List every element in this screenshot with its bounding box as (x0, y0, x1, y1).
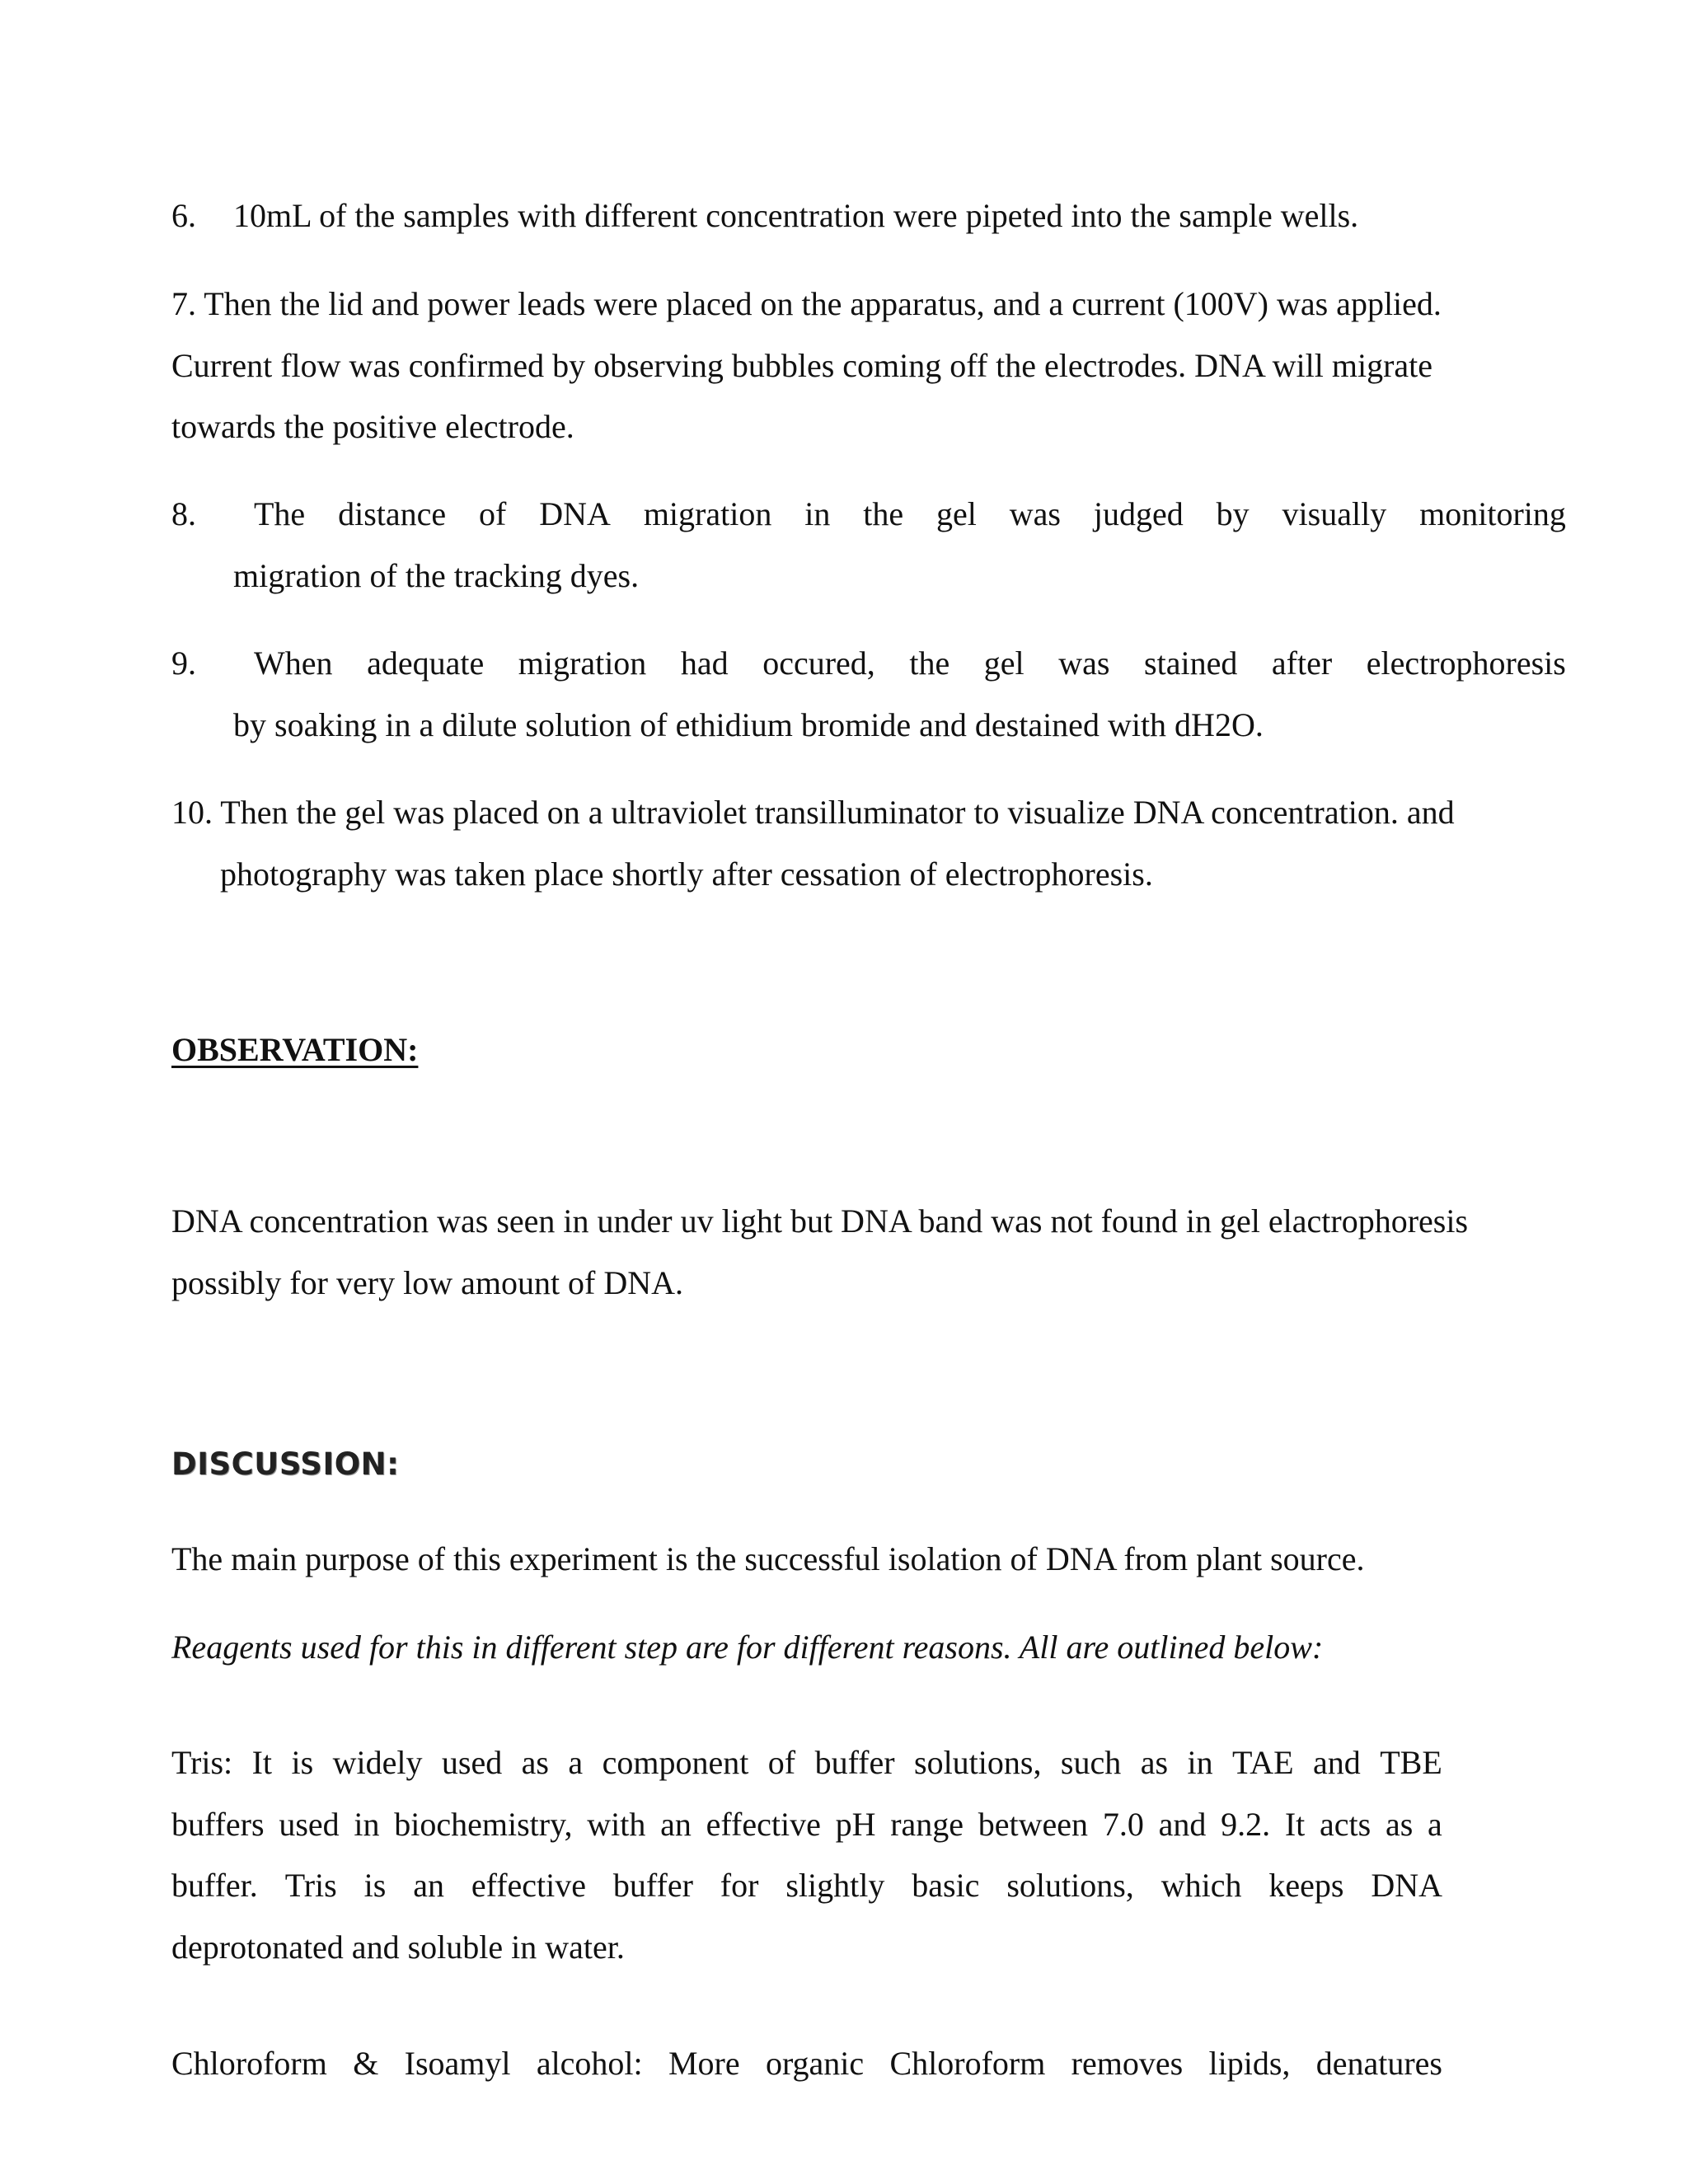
word: DNA (1371, 1867, 1442, 1904)
step-8-line-2: migration of the tracking dyes. (233, 557, 640, 594)
word: It (251, 1744, 273, 1781)
word: Chloroform (171, 2045, 327, 2082)
word: alcohol: (536, 2045, 643, 2082)
word: TBE (1380, 1744, 1442, 1781)
word: When (254, 644, 333, 682)
word: buffer (612, 1867, 693, 1904)
step-7-line-3: towards the positive electrode. (171, 408, 574, 445)
word: between (978, 1806, 1089, 1843)
word: gel (936, 495, 977, 532)
word: solutions, (1006, 1867, 1134, 1904)
discussion-italic-line: Reagents used for this in different step are for different reasons. All are outlined below: (171, 1629, 1324, 1666)
word: component (602, 1744, 749, 1781)
word: range (890, 1806, 964, 1843)
word: for (720, 1867, 759, 1904)
word: by (1216, 495, 1250, 532)
word: a (1428, 1806, 1442, 1843)
observation-heading: OBSERVATION: (171, 1031, 419, 1068)
step-6 (171, 196, 1359, 236)
word: stained (1144, 644, 1238, 682)
word: TAE (1232, 1744, 1294, 1781)
tris-line-2 (171, 1805, 1442, 1844)
word: removes (1071, 2045, 1184, 2082)
step-9-line-2: by soaking in a dilute solution of ethidium bromide and destained with dH2O. (233, 706, 1264, 743)
tris-line-4: deprotonated and soluble in water. (171, 1929, 625, 1966)
word: basic (912, 1867, 980, 1904)
word: visually (1282, 495, 1387, 532)
step-text: 10mL of the samples with different concentration were pipeted into the sample wells. (233, 197, 1359, 234)
word: acts (1320, 1806, 1372, 1843)
word: effective (471, 1867, 587, 1904)
observation-line-2: possibly for very low amount of DNA. (171, 1264, 684, 1301)
word: with (587, 1806, 646, 1843)
word: a (568, 1744, 584, 1781)
word: had (680, 644, 729, 682)
discussion-heading: DISCUSSION: (171, 1446, 400, 1482)
word: effective (706, 1806, 821, 1843)
word: migration (643, 495, 772, 532)
word: buffers (171, 1806, 265, 1843)
word: Isoamyl (404, 2045, 511, 2082)
step-9-line-1 (254, 644, 1566, 683)
step-8-line-1 (254, 494, 1566, 534)
word: buffer (814, 1744, 895, 1781)
word: widely (332, 1744, 423, 1781)
word: The (254, 495, 306, 532)
word: pH (835, 1806, 876, 1843)
word: as (1140, 1744, 1169, 1781)
word: slightly (785, 1867, 885, 1904)
step-9-number: 9. (171, 644, 196, 682)
word: was (1058, 644, 1110, 682)
step-number: 6. (171, 197, 196, 234)
tris-line-1 (171, 1743, 1442, 1783)
word: buffer. (171, 1867, 258, 1904)
word: which (1160, 1867, 1242, 1904)
word: as (1385, 1806, 1414, 1843)
word: adequate (367, 644, 485, 682)
word: keeps (1268, 1867, 1344, 1904)
observation-line-1: DNA concentration was seen in under uv light but DNA band was not found in gel elactrophoresis (171, 1202, 1469, 1240)
word: and (1313, 1744, 1361, 1781)
step-7-line-1: 7. Then the lid and power leads were placed on the apparatus, and a current (100V) was applied. (171, 285, 1442, 322)
word: after (1271, 644, 1333, 682)
word: Tris (284, 1867, 337, 1904)
word: in (354, 1806, 380, 1843)
word: biochemistry, (394, 1806, 573, 1843)
step-8-number: 8. (171, 495, 196, 532)
step-10-line-2: photography was taken place shortly after cessation of electrophoresis. (220, 855, 1153, 893)
word: in (1187, 1744, 1213, 1781)
word: solutions, (914, 1744, 1042, 1781)
word: occured, (762, 644, 875, 682)
word: the (863, 495, 904, 532)
word: More (668, 2045, 740, 2082)
word: judged (1093, 495, 1184, 532)
word: and (1158, 1806, 1207, 1843)
word: of (479, 495, 507, 532)
word: an (660, 1806, 692, 1843)
word: electrophoresis (1366, 644, 1566, 682)
word: Tris: (171, 1744, 233, 1781)
word: gel (983, 644, 1025, 682)
discussion-intro: The main purpose of this experiment is the successful isolation of DNA from plant source. (171, 1540, 1365, 1577)
word: is (291, 1744, 314, 1781)
step-10-line-1: 10. Then the gel was placed on a ultraviolet transilluminator to visualize DNA concentration. and (171, 794, 1455, 831)
word: the (909, 644, 950, 682)
word: monitoring (1419, 495, 1566, 532)
word: organic (765, 2045, 865, 2082)
word: It (1284, 1806, 1306, 1843)
word: used (279, 1806, 340, 1843)
tris-line-3 (171, 1866, 1442, 1905)
word: 9.2. (1221, 1806, 1271, 1843)
word: DNA (539, 495, 611, 532)
word: was (1009, 495, 1061, 532)
word: is (363, 1867, 387, 1904)
word: denatures (1315, 2045, 1442, 2082)
step-7-line-2: Current flow was confirmed by observing bubbles coming off the electrodes. DNA will migrate (171, 347, 1433, 384)
word: used (441, 1744, 503, 1781)
word: Chloroform (889, 2045, 1046, 2082)
word: an (413, 1867, 444, 1904)
word: migration (518, 644, 647, 682)
word: distance (338, 495, 447, 532)
word: of (767, 1744, 796, 1781)
word: such (1060, 1744, 1122, 1781)
chloroform-line-1 (171, 2044, 1442, 2083)
word: in (804, 495, 831, 532)
word: as (521, 1744, 549, 1781)
word: & (353, 2045, 379, 2082)
word: 7.0 (1102, 1806, 1144, 1843)
word: lipids, (1208, 2045, 1291, 2082)
